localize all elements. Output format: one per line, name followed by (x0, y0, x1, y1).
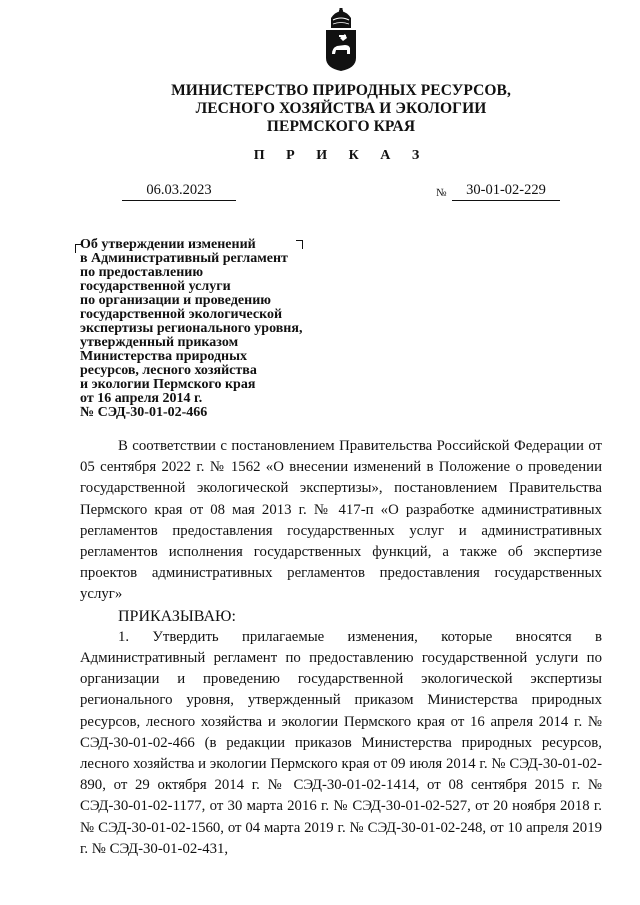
subject-line: государственной услуги (80, 279, 231, 294)
ministry-line-1: МИНИСТЕРСТВО ПРИРОДНЫХ РЕСУРСОВ, (171, 82, 511, 99)
document-date: 06.03.2023 (122, 182, 236, 201)
subject-line: государственной экологической (80, 307, 283, 322)
document-body (80, 436, 602, 860)
subject-line: по предоставлению (80, 265, 204, 280)
order-word: ПРИКАЗЫВАЮ: (118, 607, 236, 625)
coat-of-arms-icon (323, 8, 359, 72)
subject-line: и экологии Пермского края (80, 377, 256, 392)
document-number: 30-01-02-229 (452, 182, 560, 201)
number-sign: № (436, 187, 447, 199)
subject-line: Министерства природных (80, 349, 248, 364)
ministry-line-3: ПЕРМСКОГО КРАЯ (266, 118, 416, 135)
subject-line: по организации и проведению (80, 293, 271, 308)
subject-line: № СЭД-30-01-02-466 (80, 405, 208, 420)
document-subject (80, 238, 320, 420)
preamble-paragraph: В соответствии с постановлением Правительства Российской Федерации от 05 сентября 2022 г. № 1562 «О внесении изменений в Положение о проведении государственной экологической экспертизы», постановлением Правительства Пермского края от 08 мая 2013 г. № 417-п «О разработке административных регламентов предоставления государственных услуг и административных регламентов исполнения государственных функций, а также об экспертизе проектов административных регламентов предоставления государственных услуг» (80, 438, 602, 603)
subject-line: Об утверждении изменений (80, 237, 256, 252)
document-type: П Р И К А З (253, 148, 429, 163)
item-1-paragraph: 1. Утвердить прилагаемые изменения, которые вносятся в Административный регламент по предоставлению государственной услуги по организации и проведению государственной экологической экспертизы регионального уровня, утвержденный приказом Министерства природных ресурсов, лесного хозяйства и экологии Пермского края от 16 апреля 2014 г. № СЭД-30-01-02-466 (в редакции приказов Министерства природных ресурсов, лесного хозяйства и экологии Пермского края от 09 июля 2014 г. № СЭД-30-01-02-890, от 29 октября 2014 г. № СЭД-30-01-02-1414, от 08 сентября 2015 г. № СЭД-30-01-02-1177, от 30 марта 2016 г. № СЭД-30-01-02-527, от 20 ноября 2018 г. № СЭД-30-01-02-1560, от 04 марта 2019 г. № СЭД-30-01-02-248, от 10 апреля 2019 г. № СЭД-30-01-02-431, (80, 628, 602, 857)
subject-line: утвержденный приказом (80, 335, 239, 350)
subject-line: в Административный регламент (80, 251, 288, 266)
subject-line: от 16 апреля 2014 г. (80, 391, 203, 406)
ministry-name (150, 82, 532, 136)
subject-line: ресурсов, лесного хозяйства (80, 363, 257, 378)
ministry-line-2: ЛЕСНОГО ХОЗЯЙСТВА И ЭКОЛОГИИ (195, 100, 487, 117)
subject-line: экспертизы регионального уровня, (80, 321, 303, 336)
